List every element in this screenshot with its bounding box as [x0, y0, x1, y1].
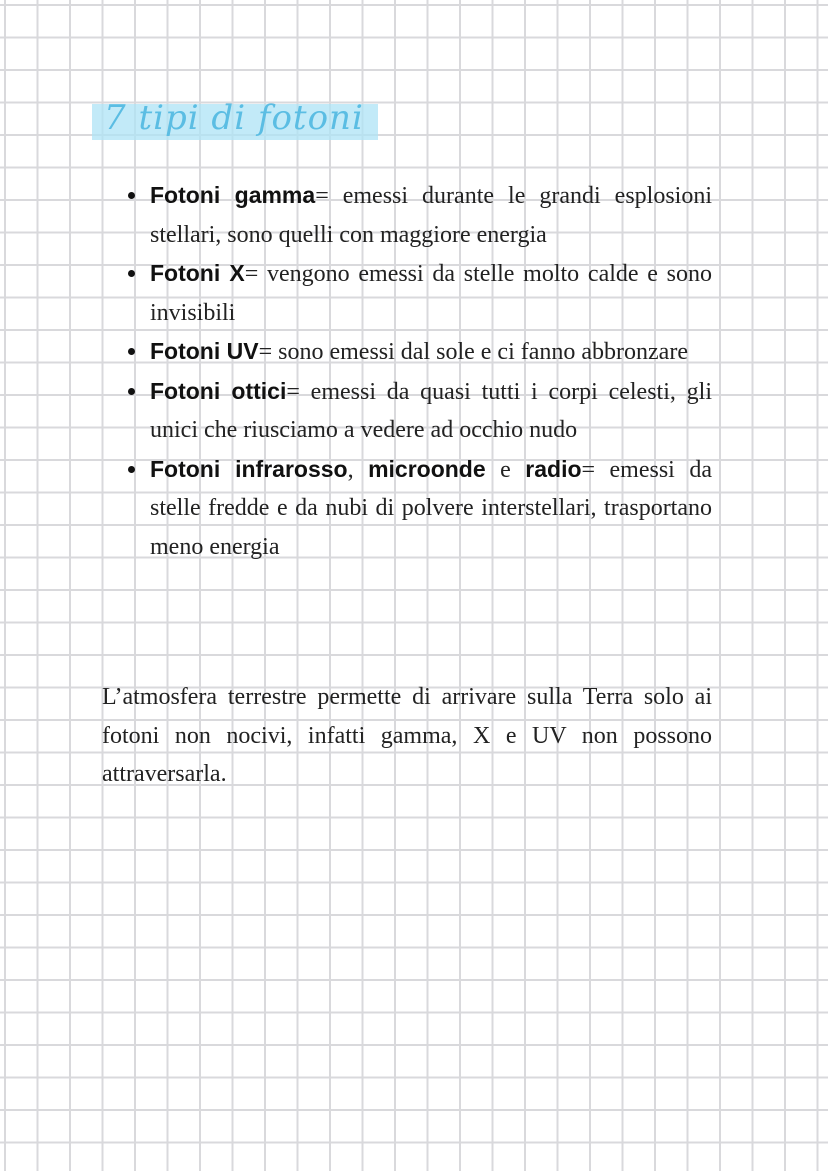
list-item-gamma — [128, 176, 712, 254]
atmosphere-paragraph: L’atmosfera terrestre permette di arrivare sulla Terra solo ai fotoni non nocivi, infatti gamma, X e UV non possono attraversarla. — [102, 684, 712, 787]
desc-uv: = sono emessi dal sole e ci fanno abbronzare — [258, 339, 688, 365]
title-block — [92, 96, 378, 140]
sep-e: e — [485, 456, 526, 483]
list-item-infrarosso — [128, 450, 712, 567]
desc-x: = vengono emessi da stelle molto calde e sono invisibili — [150, 261, 712, 326]
term-microonde: microonde — [368, 455, 486, 482]
term-ottici: Fotoni ottici — [150, 377, 287, 404]
page-title: 7 tipi di fotoni — [104, 98, 364, 138]
photon-types-list — [128, 176, 712, 566]
bullet-icon — [128, 466, 135, 473]
desc-ottici: = emessi da quasi tutti i corpi celesti, gli unici che riusciamo a vedere ad occhio nudo — [150, 378, 712, 443]
bullet-icon — [128, 388, 135, 395]
bullet-icon — [128, 348, 135, 355]
term-gamma: Fotoni gamma — [150, 182, 316, 208]
bullet-icon — [128, 192, 135, 199]
desc-infrarosso: = emessi da stelle fredde e da nubi di polvere interstellari, trasportano meno energia — [150, 456, 712, 560]
term-infrarosso: Fotoni infrarosso — [150, 455, 348, 482]
term-x: Fotoni X — [150, 260, 245, 286]
bullet-icon — [128, 270, 135, 277]
list-item-ottici — [128, 372, 712, 450]
list-item-uv — [128, 332, 712, 372]
term-radio: radio — [525, 455, 582, 482]
term-uv: Fotoni UV — [150, 338, 259, 364]
desc-gamma: = emessi durante le grandi esplosioni stellari, sono quelli con maggiore energia — [150, 183, 713, 248]
list-item-x — [128, 254, 712, 332]
sep-comma: , — [347, 456, 369, 483]
